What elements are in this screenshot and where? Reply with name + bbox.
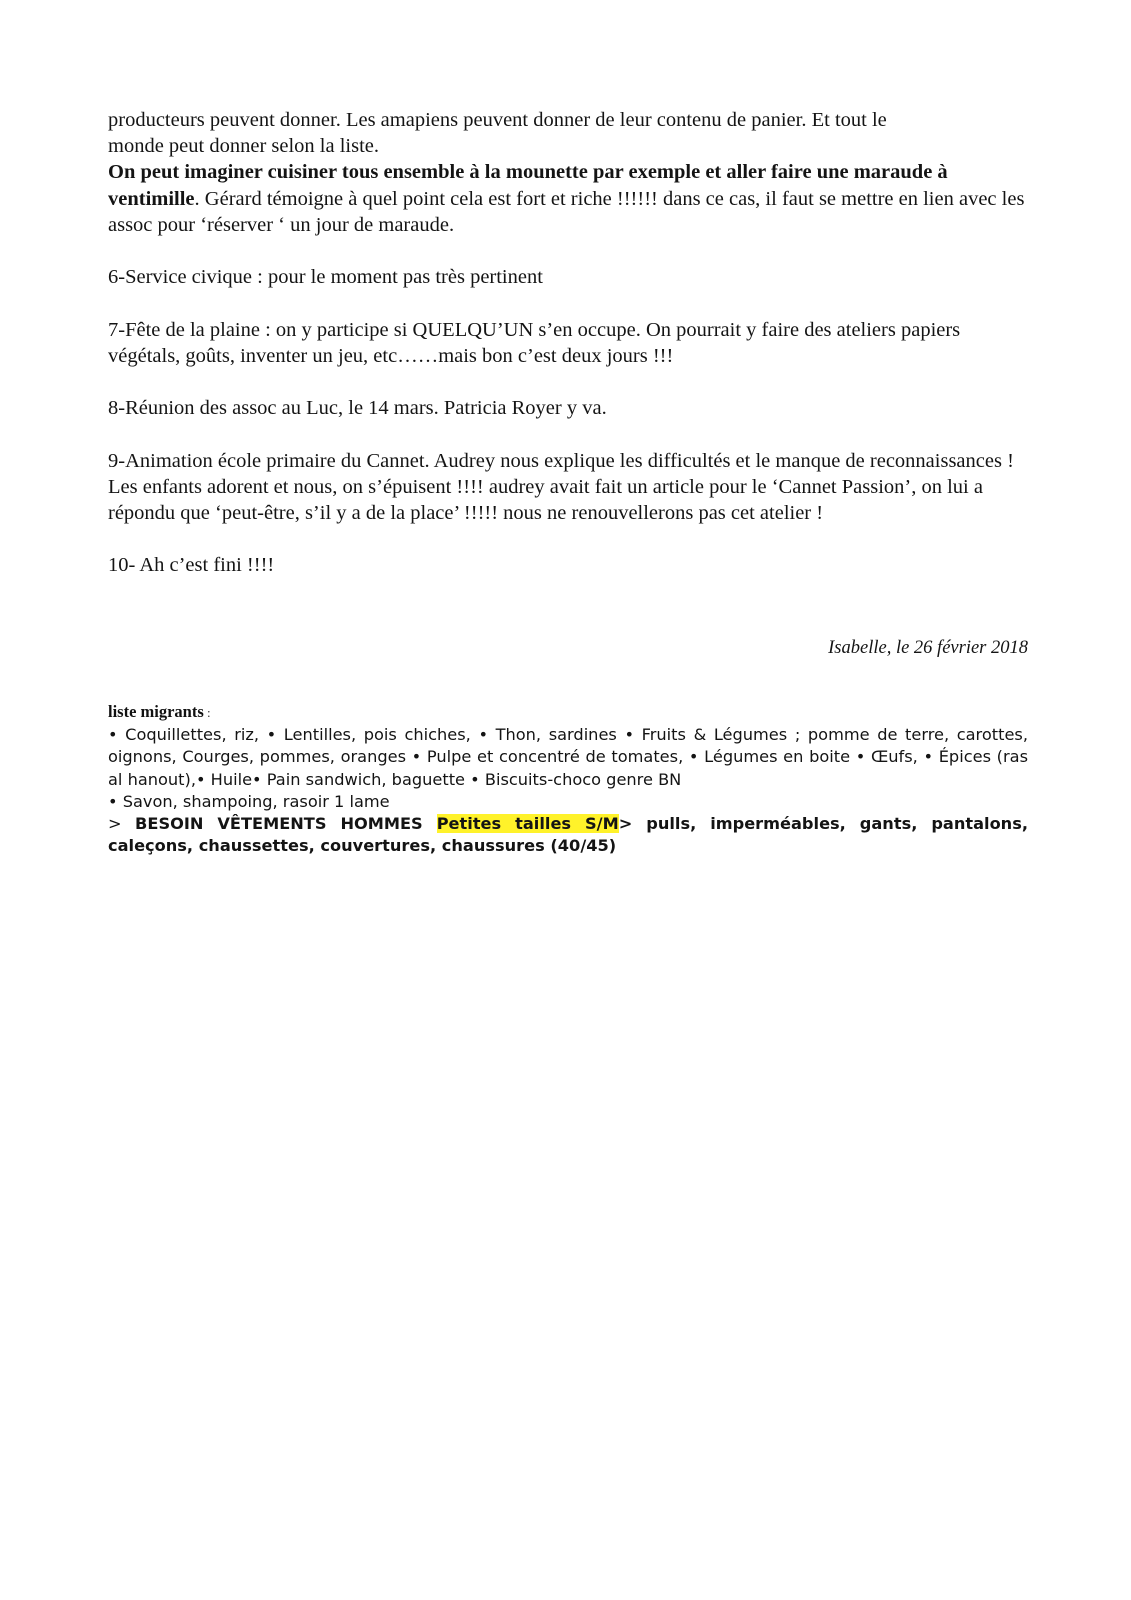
needs-title: BESOIN VÊTEMENTS HOMMES <box>135 814 437 834</box>
paragraph-line: monde peut donner selon la liste. <box>108 135 379 158</box>
needs-prefix: > <box>108 814 136 834</box>
needs-items: > pulls, imperméables, gants, pantalons, caleçons, chaussettes, couvertures, chaussures (40/45) <box>108 814 1028 856</box>
bold-proposal: On peut imaginer cuisiner tous ensemble à la mounette par exemple et aller faire une maraude à ventimille <box>108 161 948 210</box>
list-title-colon: : <box>203 705 211 720</box>
food-items: • Coquillettes, riz, • Lentilles, pois chiches, • Thon, sardines • Fruits & Légumes ; pomme de terre, carottes, oignons, Courges, pommes, oranges • Pulpe et concentré de tomates, • Légumes en boite • Œufs, • Épices (ras al hanout),• Huile• Pain sandwich, baguette • Biscuits-choco genre BN <box>108 725 1028 789</box>
list-title-text: liste migrants <box>108 702 204 721</box>
migrants-list-title <box>108 702 211 723</box>
paragraph-fini: 10- Ah c’est fini !!!! <box>108 554 275 577</box>
paragraph-fete-plaine: 7-Fête de la plaine : on y participe si QUELQU’UN s’en occupe. On pourrait y faire des ateliers papiers végétals, goûts, inventer un jeu, etc……mais bon c’est deux jours !!! <box>108 318 961 367</box>
document-body <box>108 107 1028 579</box>
paragraph-rest: . Gérard témoigne à quel point cela est fort et riche !!!!!! dans ce cas, il faut se mettre en lien avec les assoc pour ‘réserver ‘ un jour de maraude. <box>108 187 1025 236</box>
paragraph-reunion-assoc: 8-Réunion des assoc au Luc, le 14 mars. Patricia Royer y va. <box>108 397 607 420</box>
clothing-needs <box>108 813 1028 858</box>
signature: Isabelle, le 26 février 2018 <box>828 638 1028 658</box>
paragraph-maraude <box>108 159 1028 238</box>
paragraph-animation-ecole: 9-Animation école primaire du Cannet. Audrey nous explique les difficultés et le manque de reconnaissances ! Les enfants adorent et nous, on s’épuisent !!!! audrey avait fait un article pour le ‘Cannet Passion’, on lui a répondu que ‘peut-être, s’il y a de la place’ !!!!! nous ne renouvellerons pas cet atelier ! <box>108 449 1014 524</box>
paragraph-line: producteurs peuvent donner. Les amapiens peuvent donner de leur contenu de panier. Et tout le <box>108 109 887 131</box>
paragraph-service-civique: 6-Service civique : pour le moment pas très pertinent <box>108 266 543 289</box>
size-highlight: Petites tailles S/M <box>436 814 619 834</box>
migrants-list-body <box>108 724 1028 858</box>
hygiene-items: • Savon, shampoing, rasoir 1 lame <box>108 791 390 811</box>
paragraph-producteurs <box>108 107 1028 159</box>
